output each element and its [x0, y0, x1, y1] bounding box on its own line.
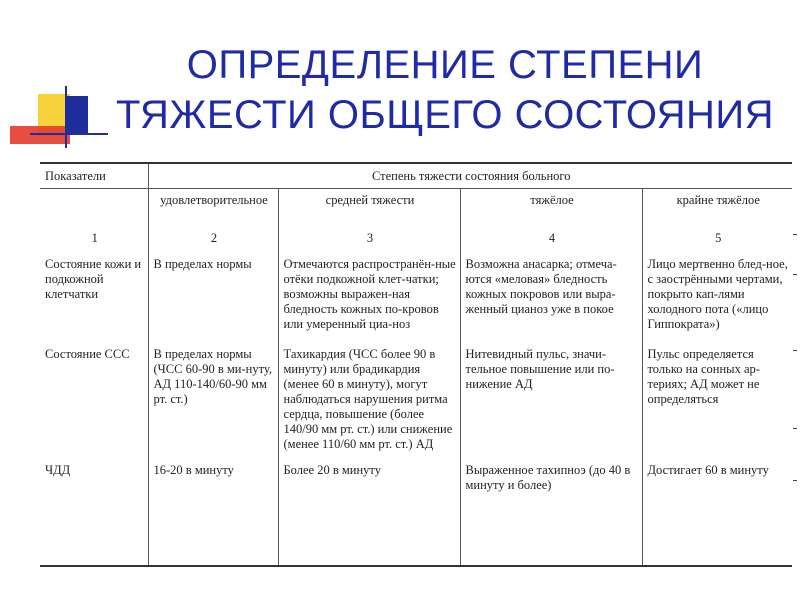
- table-cell: Достигает 60 в минуту: [642, 461, 792, 555]
- header-degree: Степень тяжести состояния больного: [148, 163, 792, 189]
- table-row-skin: [40, 253, 792, 345]
- grade-extreme: крайне тяжёлое: [642, 189, 792, 230]
- table-cell: Отмечаются распространён-ные отёки подкожной клет-чатки; возможны выражен-ная бледность кожных по-кровов или умеренный циа-ноз: [278, 253, 460, 345]
- grade-satisfactory: удовлетворительное: [148, 189, 278, 230]
- table-cell: В пределах нормы: [148, 253, 278, 345]
- page-title-line1: ОПРЕДЕЛЕНИЕ СТЕПЕНИ: [186, 43, 704, 87]
- table-spacer-cell: [642, 555, 792, 566]
- table-header-row: [40, 163, 792, 189]
- scan-edge-marks: [793, 222, 799, 552]
- page-title: [100, 40, 790, 140]
- table-cell: Возможна анасарка; отмеча-ются «меловая» бледность кожных покровов или выра-женный цианоз уже в покое: [460, 253, 642, 345]
- table-row-respiratory-rate: [40, 461, 792, 555]
- table-cell: 16-20 в минуту: [148, 461, 278, 555]
- table-cell: Тахикардия (ЧСС более 90 в минуту) или брадикардия (менее 60 в минуту), могут наблюдаться нарушения ритма сердца, повышение (более 140/90 мм рт. ст.) или снижение (менее 110/60 мм рт. ст.) АД: [278, 345, 460, 461]
- column-number-row: [40, 229, 792, 253]
- column-number: 2: [148, 229, 278, 253]
- table-spacer-cell: [148, 555, 278, 566]
- column-number: 1: [91, 231, 98, 245]
- table-spacer-cell: [40, 555, 148, 566]
- table-cell: Пульс определяется только на сонных ар-териях; АД может не определяться: [642, 345, 792, 461]
- edge-mark: [793, 428, 797, 429]
- table-spacer-cell: [460, 555, 642, 566]
- grade-header-row: [40, 189, 792, 230]
- table-row-cardiovascular: [40, 345, 792, 461]
- table-cell: В пределах нормы (ЧСС 60-90 в ми-нуту, АД 110-140/60-90 мм рт. ст.): [148, 345, 278, 461]
- grade-empty-cell: [40, 189, 148, 230]
- grade-moderate: средней тяжести: [278, 189, 460, 230]
- severity-table: [40, 162, 792, 567]
- row-label: ЧДД: [45, 463, 71, 477]
- header-indicators: Показатели: [40, 163, 148, 189]
- page-title-line2: ТЯЖЕСТИ ОБЩЕГО СОСТОЯНИЯ: [115, 93, 775, 137]
- edge-mark: [793, 350, 797, 351]
- row-label: Состояние кожи и подкожной клетчатки: [45, 257, 142, 301]
- column-number: 5: [642, 229, 792, 253]
- column-number: 3: [278, 229, 460, 253]
- table-cell: Выраженное тахипноэ (до 40 в минуту и более): [460, 461, 642, 555]
- table-cell: Лицо мертвенно блед-ное, с заострёнными чертами, покрыто кап-лями холодного пота («лицо Гиппократа»): [642, 253, 792, 345]
- edge-mark: [793, 234, 797, 235]
- slide-logo: [0, 0, 110, 150]
- edge-mark: [793, 274, 797, 275]
- table-cell: Нитевидный пульс, значи-тельное повышение или по-нижение АД: [460, 345, 642, 461]
- column-number: 4: [460, 229, 642, 253]
- edge-mark: [793, 480, 797, 481]
- grade-severe: тяжёлое: [460, 189, 642, 230]
- row-label: Состояние ССС: [45, 347, 130, 361]
- logo-blue-square: [66, 96, 88, 134]
- table-spacer-cell: [278, 555, 460, 566]
- table-bottom-row: [40, 555, 792, 566]
- table-cell: Более 20 в минуту: [278, 461, 460, 555]
